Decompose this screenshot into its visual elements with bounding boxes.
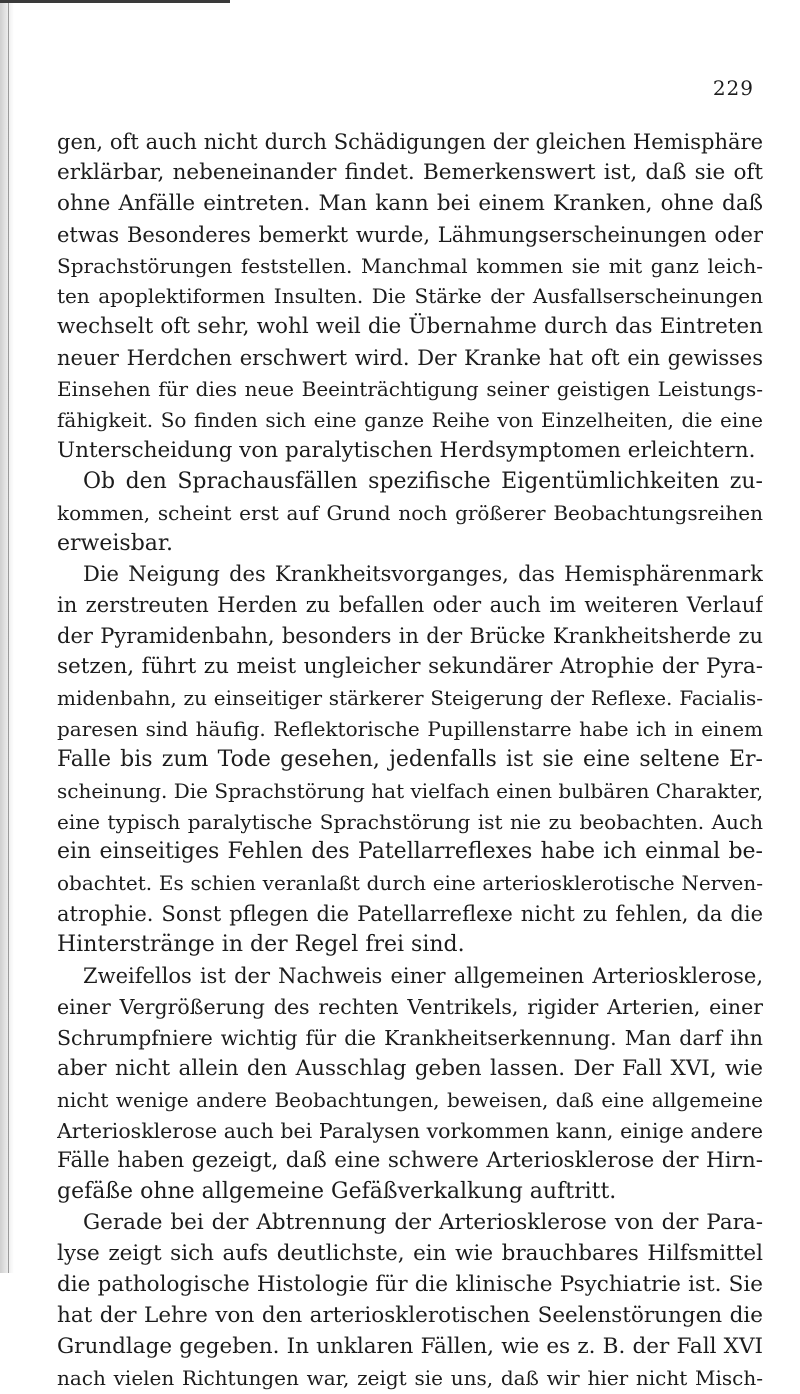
text-line: Arteriosklerose auch bei Paralysen vorkommen kann, einige andere: [57, 1118, 763, 1143]
text-line: eine typisch paralytische Sprachstörung ist nie zu beobachten. Auch: [57, 809, 763, 834]
text-line: Fälle haben gezeigt, daß eine schwere Arteriosklerose der Hirn-: [57, 1148, 763, 1174]
text-line: in zerstreuten Herden zu befallen oder auch im weiteren Verlauf: [57, 593, 763, 618]
text-line: Sprachstörungen feststellen. Manchmal kommen sie mit ganz leich-: [57, 253, 763, 278]
text-line: Gerade bei der Abtrennung der Arteriosklerose von der Para-: [83, 1210, 763, 1236]
page-number: 229: [712, 76, 754, 100]
page-edge-line: [8, 0, 9, 1273]
text-line: nicht wenige andere Beobachtungen, beweisen, daß eine allgemeine: [57, 1087, 763, 1112]
text-line: obachtet. Es schien veranlaßt durch eine arteriosklerotische Nerven-: [57, 871, 763, 896]
text-line: Grundlage gegeben. In unklaren Fällen, wie es z. B. der Fall XVI: [57, 1333, 763, 1359]
page-edge-shadow: [0, 0, 14, 1273]
text-line: Schrumpfniere wichtig für die Krankheitserkennung. Man darf ihn: [57, 1025, 763, 1050]
text-line: kommen, scheint erst auf Grund noch größerer Beobachtungsreihen: [57, 500, 763, 525]
text-line: Einsehen für dies neue Beeinträchtigung seiner geistigen Leistungs-: [57, 377, 763, 402]
text-line: fähigkeit. So finden sich eine ganze Reihe von Einzelheiten, die eine: [57, 408, 763, 433]
text-line: setzen, führt zu meist ungleicher sekundärer Atrophie der Pyra-: [57, 654, 763, 680]
text-line: midenbahn, zu einseitiger stärkerer Steigerung der Reflexe. Facialis-: [57, 686, 763, 711]
text-line: neuer Herdchen erschwert wird. Der Kranke hat oft ein gewisses: [57, 346, 763, 371]
text-line: wechselt oft sehr, wohl weil die Übernahme durch das Eintreten: [57, 314, 763, 340]
text-line: Unterscheidung von paralytischen Herdsymptomen erleichtern.: [57, 437, 756, 463]
text-line: erweisbar.: [57, 530, 174, 556]
text-line: ein einseitiges Fehlen des Patellarreflexes habe ich einmal be-: [57, 839, 763, 865]
text-line: atrophie. Sonst pflegen die Patellarreflexe nicht zu fehlen, da die: [57, 902, 763, 927]
text-line: der Pyramidenbahn, besonders in der Brücke Krankheitsherde zu: [57, 624, 763, 649]
text-line: ohne Anfälle eintreten. Man kann bei einem Kranken, ohne daß: [57, 190, 763, 216]
text-line: gen, oft auch nicht durch Schädigungen der gleichen Hemisphäre: [57, 130, 763, 154]
text-line: paresen sind häufig. Reflektorische Pupillenstarre habe ich in einem: [57, 716, 763, 741]
text-line: einer Vergrößerung des rechten Ventrikels, rigider Arterien, einer: [57, 994, 763, 1019]
top-rule: [0, 0, 230, 3]
text-line: etwas Besonderes bemerkt wurde, Lähmungserscheinungen oder: [57, 222, 763, 247]
text-line: aber nicht allein den Ausschlag geben lassen. Der Fall XVI, wie: [57, 1055, 763, 1081]
text-line: Falle bis zum Tode gesehen, jedenfalls ist sie eine seltene Er-: [57, 746, 763, 772]
body-text: [57, 127, 763, 1394]
text-line: lyse zeigt sich aufs deutlichste, ein wie brauchbares Hilfsmittel: [57, 1241, 763, 1267]
text-line: die pathologische Histologie für die klinische Psychiatrie ist. Sie: [57, 1271, 763, 1297]
text-line: Zweifellos ist der Nachweis einer allgemeinen Arteriosklerose,: [83, 964, 763, 989]
text-line: nach vielen Richtungen war, zeigt sie uns, daß wir hier nicht Misch-: [57, 1365, 763, 1390]
text-line: gefäße ohne allgemeine Gefäßverkalkung auftritt.: [57, 1179, 617, 1205]
text-line: ten apoplektiformen Insulten. Die Stärke der Ausfallserscheinungen: [57, 284, 763, 309]
text-line: erklärbar, nebeneinander findet. Bemerkenswert ist, daß sie oft: [57, 159, 763, 185]
text-line: Hinterstränge in der Regel frei sind.: [57, 932, 465, 958]
text-line: hat der Lehre von den arteriosklerotischen Seelenstörungen die: [57, 1302, 763, 1328]
text-line: scheinung. Die Sprachstörung hat vielfach einen bulbären Charakter,: [57, 778, 763, 803]
text-line: Die Neigung des Krankheitsvorganges, das Hemisphärenmark: [83, 562, 763, 587]
text-line: Ob den Sprachausfällen spezifische Eigentümlichkeiten zu-: [83, 468, 763, 494]
